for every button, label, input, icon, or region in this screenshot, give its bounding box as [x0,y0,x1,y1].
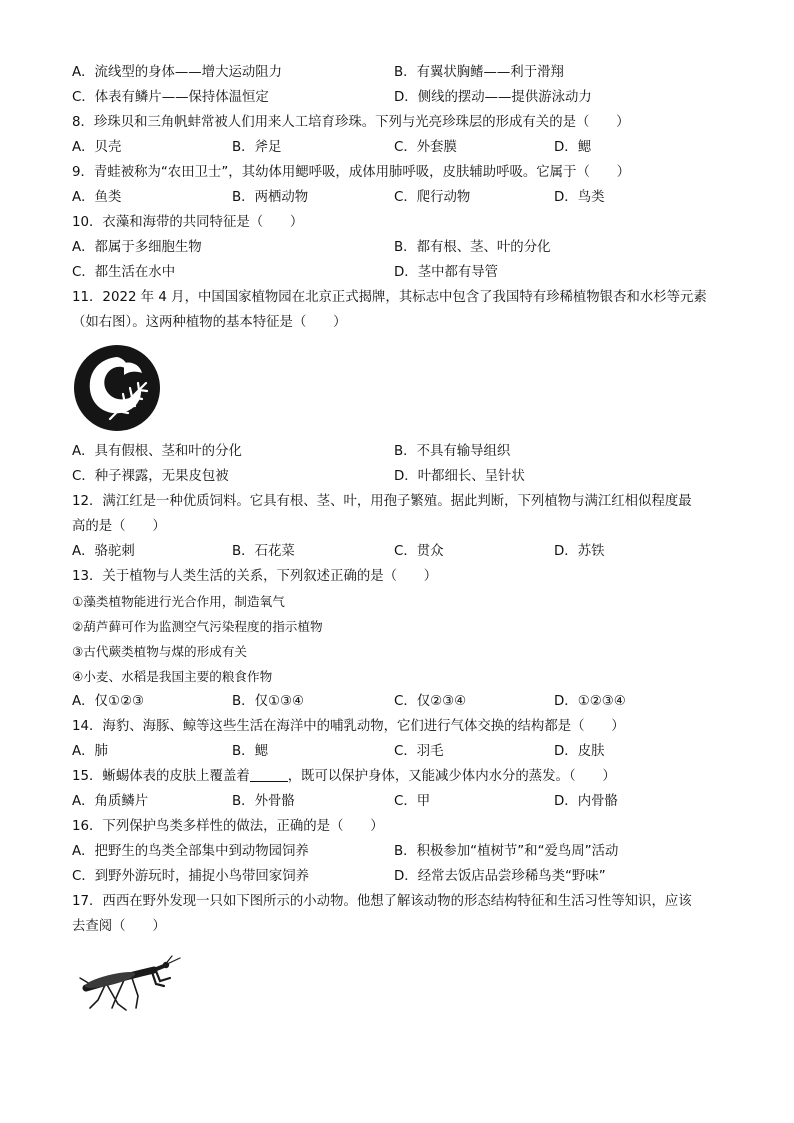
q16-option-a[interactable]: A．把野生的鸟类全部集中到动物园饲养 [72,844,309,859]
q16-stem: 16．下列保护鸟类多样性的做法，正确的是（ ） [72,819,384,834]
q7-option-b[interactable]: B．有翼状胸鳍——利于滑翔 [394,65,564,80]
q15-answer-blank[interactable] [250,767,288,782]
q11-stem-line-1: 11．2022 年 4 月，中国国家植物园在北京正式揭牌，其标志中包含了我国特有珍稀植物银杏和水杉等元素 [72,290,707,305]
q10-option-b[interactable]: B．都有根、茎、叶的分化 [394,240,551,255]
q13-statement-2: ②葫芦藓可作为监测空气污染程度的指示植物 [72,619,323,634]
q12-option-a[interactable]: A．骆驼刺 [72,544,135,559]
q8-stem: 8．珍珠贝和三角帆蚌常被人们用来人工培育珍珠。下列与光亮珍珠层的形成有关的是（ ） [72,115,630,130]
q15-option-b[interactable]: B．外骨骼 [232,794,295,809]
mantis-image [72,948,184,1012]
q16-option-d[interactable]: D．经常去饭店品尝珍稀鸟类“野味” [394,869,606,884]
q11-option-d[interactable]: D．叶都细长、呈针状 [394,469,525,484]
q10-stem: 10．衣藻和海带的共同特征是（ ） [72,215,304,230]
q7-option-c[interactable]: C．体表有鳞片——保持体温恒定 [72,90,269,105]
q13-option-c[interactable]: C．仅②③④ [394,694,467,709]
q10-option-d[interactable]: D．茎中都有导管 [394,265,499,280]
q15-option-d[interactable]: D．内骨骼 [554,794,618,809]
q8-option-d[interactable]: D．鳃 [554,140,592,155]
q17-stem-line-2: 去查阅（ ） [72,919,166,934]
q9-option-c[interactable]: C．爬行动物 [394,190,471,205]
q11-option-b[interactable]: B．不具有输导组织 [394,444,511,459]
q13-stem: 13．关于植物与人类生活的关系，下列叙述正确的是（ ） [72,569,438,584]
q11-option-a[interactable]: A．具有假根、茎和叶的分化 [72,444,242,459]
q7-option-a[interactable]: A．流线型的身体——增大运动阻力 [72,65,283,80]
q8-option-c[interactable]: C．外套膜 [394,140,457,155]
q15-stem-before: 15．蜥蜴体表的皮肤上覆盖着 [72,769,250,784]
q13-statement-1: ①藻类植物能进行光合作用，制造氧气 [72,594,285,609]
q8-option-b[interactable]: B．斧足 [232,140,282,155]
q9-option-d[interactable]: D．鸟类 [554,190,605,205]
q11-option-c[interactable]: C．种子裸露，无果皮包被 [72,469,229,484]
q9-option-b[interactable]: B．两栖动物 [232,190,309,205]
botanical-garden-logo-image [72,343,162,433]
q15-option-c[interactable]: C．甲 [394,794,431,809]
q14-stem: 14．海豹、海豚、鲸等这些生活在海洋中的哺乳动物，它们进行气体交换的结构都是（ ） [72,719,625,734]
q17-stem-line-1: 17．西西在野外发现一只如下图所示的小动物。他想了解该动物的形态结构特征和生活习性等知识，应该 [72,894,692,909]
q15-stem [72,767,616,787]
q12-option-d[interactable]: D．苏铁 [554,544,605,559]
q14-option-d[interactable]: D．皮肤 [554,744,605,759]
q13-option-b[interactable]: B．仅①③④ [232,694,304,709]
q13-option-d[interactable]: D．①②③④ [554,694,626,709]
q8-option-a[interactable]: A．贝壳 [72,140,122,155]
q12-option-c[interactable]: C．贯众 [394,544,444,559]
q11-stem-line-2: （如右图）。这两种植物的基本特征是（ ） [72,315,347,330]
q13-statement-3: ③古代蕨类植物与煤的形成有关 [72,644,248,659]
q13-statement-4: ④小麦、水稻是我国主要的粮食作物 [72,669,273,684]
q14-option-b[interactable]: B．鳃 [232,744,268,759]
q9-option-a[interactable]: A．鱼类 [72,190,122,205]
q15-option-a[interactable]: A．角质鳞片 [72,794,149,809]
q12-stem-line-2: 高的是（ ） [72,519,166,534]
q13-option-a[interactable]: A．仅①②③ [72,694,144,709]
q7-option-d[interactable]: D．侧线的摆动——提供游泳动力 [394,90,592,105]
q12-option-b[interactable]: B．石花菜 [232,544,295,559]
q10-option-a[interactable]: A．都属于多细胞生物 [72,240,202,255]
q14-option-c[interactable]: C．羽毛 [394,744,444,759]
q10-option-c[interactable]: C．都生活在水中 [72,265,176,280]
q15-stem-after: ，既可以保护身体，又能减少体内水分的蒸发。（ ） [287,769,616,784]
q14-option-a[interactable]: A．肺 [72,744,108,759]
q12-stem-line-1: 12．满江红是一种优质饲料。它具有根、茎、叶，用孢子繁殖。据此判断，下列植物与满江红相似程度最 [72,494,692,509]
q16-option-b[interactable]: B．积极参加“植树节”和“爱鸟周”活动 [394,844,619,859]
q16-option-c[interactable]: C．到野外游玩时，捕捉小鸟带回家饲养 [72,869,309,884]
q9-stem: 9．青蛙被称为“农田卫士”，其幼体用鳃呼吸，成体用肺呼吸，皮肤辅助呼吸。它属于（ ） [72,165,631,180]
